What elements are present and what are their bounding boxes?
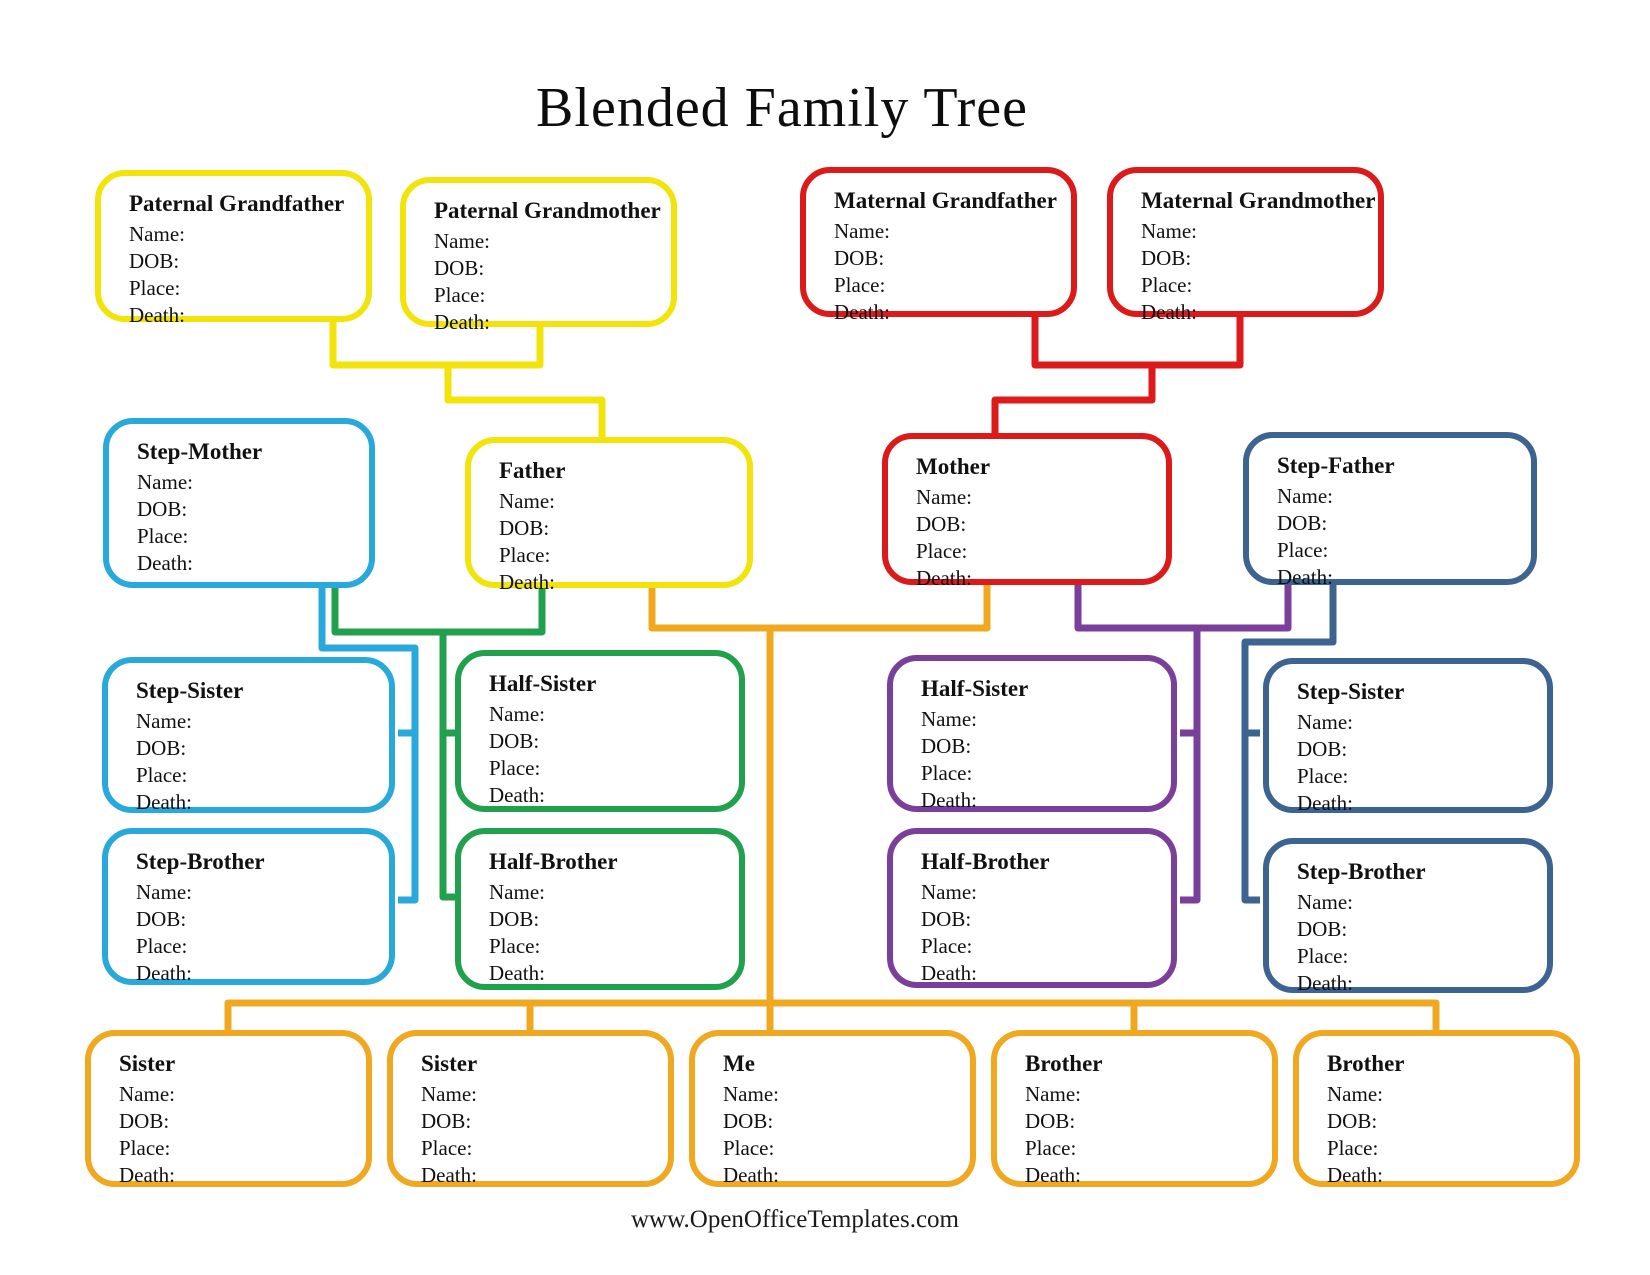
field-label: Death: — [723, 1163, 779, 1187]
field-label: Place: — [921, 761, 973, 785]
family-box-brother-1 — [991, 1030, 1278, 1187]
field-label: Place: — [1141, 273, 1193, 297]
family-box-step-brother-right — [1263, 838, 1553, 993]
box-title: Step-Mother — [137, 439, 263, 464]
field-label: DOB: — [119, 1109, 170, 1133]
field-label: Death: — [1327, 1163, 1383, 1187]
page-title: Blended Family Tree — [536, 77, 1028, 139]
box-title: Brother — [1025, 1051, 1103, 1076]
field-label: DOB: — [921, 907, 972, 931]
field-label: DOB: — [1297, 917, 1348, 941]
box-fields — [136, 879, 379, 987]
field-label: Place: — [137, 524, 189, 548]
family-box-paternal-grandmother — [400, 177, 677, 334]
family-box-half-sister-right — [887, 655, 1177, 812]
field-label: Name: — [1327, 1082, 1383, 1106]
family-box-brother-2 — [1293, 1030, 1580, 1187]
box-fields — [489, 701, 729, 809]
field-label: Death: — [137, 551, 193, 575]
field-label: Death: — [129, 303, 185, 327]
family-box-step-sister-left — [102, 657, 395, 813]
field-label: Death: — [136, 790, 192, 814]
field-label: Death: — [1297, 971, 1353, 995]
field-label: Name: — [723, 1082, 779, 1106]
family-box-paternal-grandfather — [95, 170, 372, 327]
field-label: Place: — [119, 1136, 171, 1160]
field-label: Place: — [136, 934, 188, 958]
field-label: Name: — [489, 702, 545, 726]
field-label: Place: — [421, 1136, 473, 1160]
field-label: Place: — [129, 276, 181, 300]
box-title: Brother — [1327, 1051, 1405, 1076]
box-title: Half-Brother — [489, 849, 618, 874]
field-label: Name: — [136, 709, 192, 733]
box-fields — [723, 1081, 960, 1189]
field-label: Name: — [921, 880, 977, 904]
box-title: Sister — [119, 1051, 176, 1076]
field-label: Death: — [434, 310, 490, 334]
family-box-half-brother-right — [887, 828, 1177, 988]
family-box-maternal-grandmother — [1107, 167, 1384, 324]
field-label: DOB: — [434, 256, 485, 280]
family-box-step-father — [1243, 432, 1537, 589]
field-label: Place: — [499, 543, 551, 567]
box-fields — [421, 1081, 658, 1189]
box-title: Father — [499, 458, 566, 483]
field-label: Death: — [119, 1163, 175, 1187]
field-label: Name: — [916, 485, 972, 509]
box-fields — [1141, 218, 1368, 326]
family-box-sister-1 — [85, 1030, 372, 1187]
box-fields — [921, 706, 1161, 814]
box-fields — [834, 218, 1061, 326]
field-label: Place: — [1297, 944, 1349, 968]
field-label: Name: — [137, 470, 193, 494]
field-label: Name: — [434, 229, 490, 253]
field-label: Death: — [1025, 1163, 1081, 1187]
field-label: DOB: — [499, 516, 550, 540]
field-label: DOB: — [916, 512, 967, 536]
family-box-step-brother-left — [102, 828, 395, 985]
field-label: DOB: — [1141, 246, 1192, 270]
family-box-father — [465, 437, 753, 594]
field-label: DOB: — [1327, 1109, 1378, 1133]
box-fields — [1277, 483, 1521, 591]
field-label: Name: — [136, 880, 192, 904]
field-label: Death: — [489, 783, 545, 807]
box-fields — [136, 708, 379, 816]
field-label: DOB: — [129, 249, 180, 273]
field-label: Death: — [921, 788, 977, 812]
family-box-sister-2 — [387, 1030, 674, 1187]
field-label: Death: — [1141, 300, 1197, 324]
box-title: Half-Sister — [921, 676, 1029, 701]
field-label: DOB: — [421, 1109, 472, 1133]
field-label: Name: — [129, 222, 185, 246]
box-fields — [916, 484, 1156, 592]
field-label: Place: — [916, 539, 968, 563]
family-box-step-sister-right — [1263, 658, 1553, 813]
field-label: DOB: — [136, 736, 187, 760]
field-label: Place: — [489, 934, 541, 958]
field-label: Place: — [921, 934, 973, 958]
field-label: DOB: — [137, 497, 188, 521]
box-title: Paternal Grandmother — [434, 198, 661, 223]
field-label: DOB: — [489, 907, 540, 931]
field-label: DOB: — [921, 734, 972, 758]
field-label: Name: — [1277, 484, 1333, 508]
family-box-maternal-grandfather — [800, 167, 1077, 324]
box-fields — [921, 879, 1161, 987]
field-label: Place: — [1297, 764, 1349, 788]
box-fields — [1327, 1081, 1564, 1189]
field-label: Name: — [119, 1082, 175, 1106]
box-title: Mother — [916, 454, 991, 479]
field-label: Death: — [921, 961, 977, 985]
box-fields — [129, 221, 356, 329]
field-label: Place: — [834, 273, 886, 297]
field-label: Place: — [1327, 1136, 1379, 1160]
field-label: DOB: — [834, 246, 885, 270]
field-label: Place: — [489, 756, 541, 780]
family-box-step-mother — [103, 418, 375, 588]
website-url: www.OpenOfficeTemplates.com — [630, 1206, 959, 1233]
field-label: Death: — [834, 300, 890, 324]
field-label: Death: — [1297, 791, 1353, 815]
box-fields — [1297, 709, 1537, 817]
box-fields — [1025, 1081, 1262, 1189]
field-label: Place: — [723, 1136, 775, 1160]
field-label: Death: — [499, 570, 555, 594]
box-title: Half-Sister — [489, 671, 597, 696]
field-label: Name: — [1141, 219, 1197, 243]
field-label: DOB: — [1025, 1109, 1076, 1133]
field-label: Place: — [1277, 538, 1329, 562]
field-label: Place: — [1025, 1136, 1077, 1160]
box-title: Me — [723, 1051, 755, 1076]
field-label: Death: — [1277, 565, 1333, 589]
box-fields — [119, 1081, 356, 1189]
field-label: Death: — [916, 566, 972, 590]
box-title: Paternal Grandfather — [129, 191, 345, 216]
family-box-half-sister-left — [455, 650, 745, 812]
field-label: Name: — [1297, 890, 1353, 914]
field-label: Name: — [921, 707, 977, 731]
box-fields — [137, 469, 359, 577]
field-label: Death: — [421, 1163, 477, 1187]
field-label: DOB: — [1297, 737, 1348, 761]
box-title: Step-Brother — [136, 849, 265, 874]
field-label: Place: — [136, 763, 188, 787]
box-fields — [499, 488, 737, 596]
field-label: DOB: — [723, 1109, 774, 1133]
field-label: Death: — [136, 961, 192, 985]
box-title: Step-Brother — [1297, 859, 1426, 884]
box-title: Step-Father — [1277, 453, 1395, 478]
field-label: Name: — [1297, 710, 1353, 734]
box-fields — [434, 228, 661, 336]
box-fields — [489, 879, 729, 987]
family-box-me — [689, 1030, 976, 1187]
field-label: DOB: — [1277, 511, 1328, 535]
family-box-mother — [882, 433, 1172, 590]
box-fields — [1297, 889, 1537, 997]
field-label: DOB: — [136, 907, 187, 931]
field-label: Name: — [489, 880, 545, 904]
field-label: Death: — [489, 961, 545, 985]
box-title: Maternal Grandmother — [1141, 188, 1376, 213]
field-label: DOB: — [489, 729, 540, 753]
family-box-half-brother-left — [455, 828, 745, 990]
box-title: Half-Brother — [921, 849, 1050, 874]
box-title: Maternal Grandfather — [834, 188, 1057, 213]
field-label: Name: — [421, 1082, 477, 1106]
box-title: Step-Sister — [136, 678, 244, 703]
field-label: Name: — [1025, 1082, 1081, 1106]
field-label: Name: — [499, 489, 555, 513]
box-title: Sister — [421, 1051, 478, 1076]
box-title: Step-Sister — [1297, 679, 1405, 704]
field-label: Name: — [834, 219, 890, 243]
field-label: Place: — [434, 283, 486, 307]
